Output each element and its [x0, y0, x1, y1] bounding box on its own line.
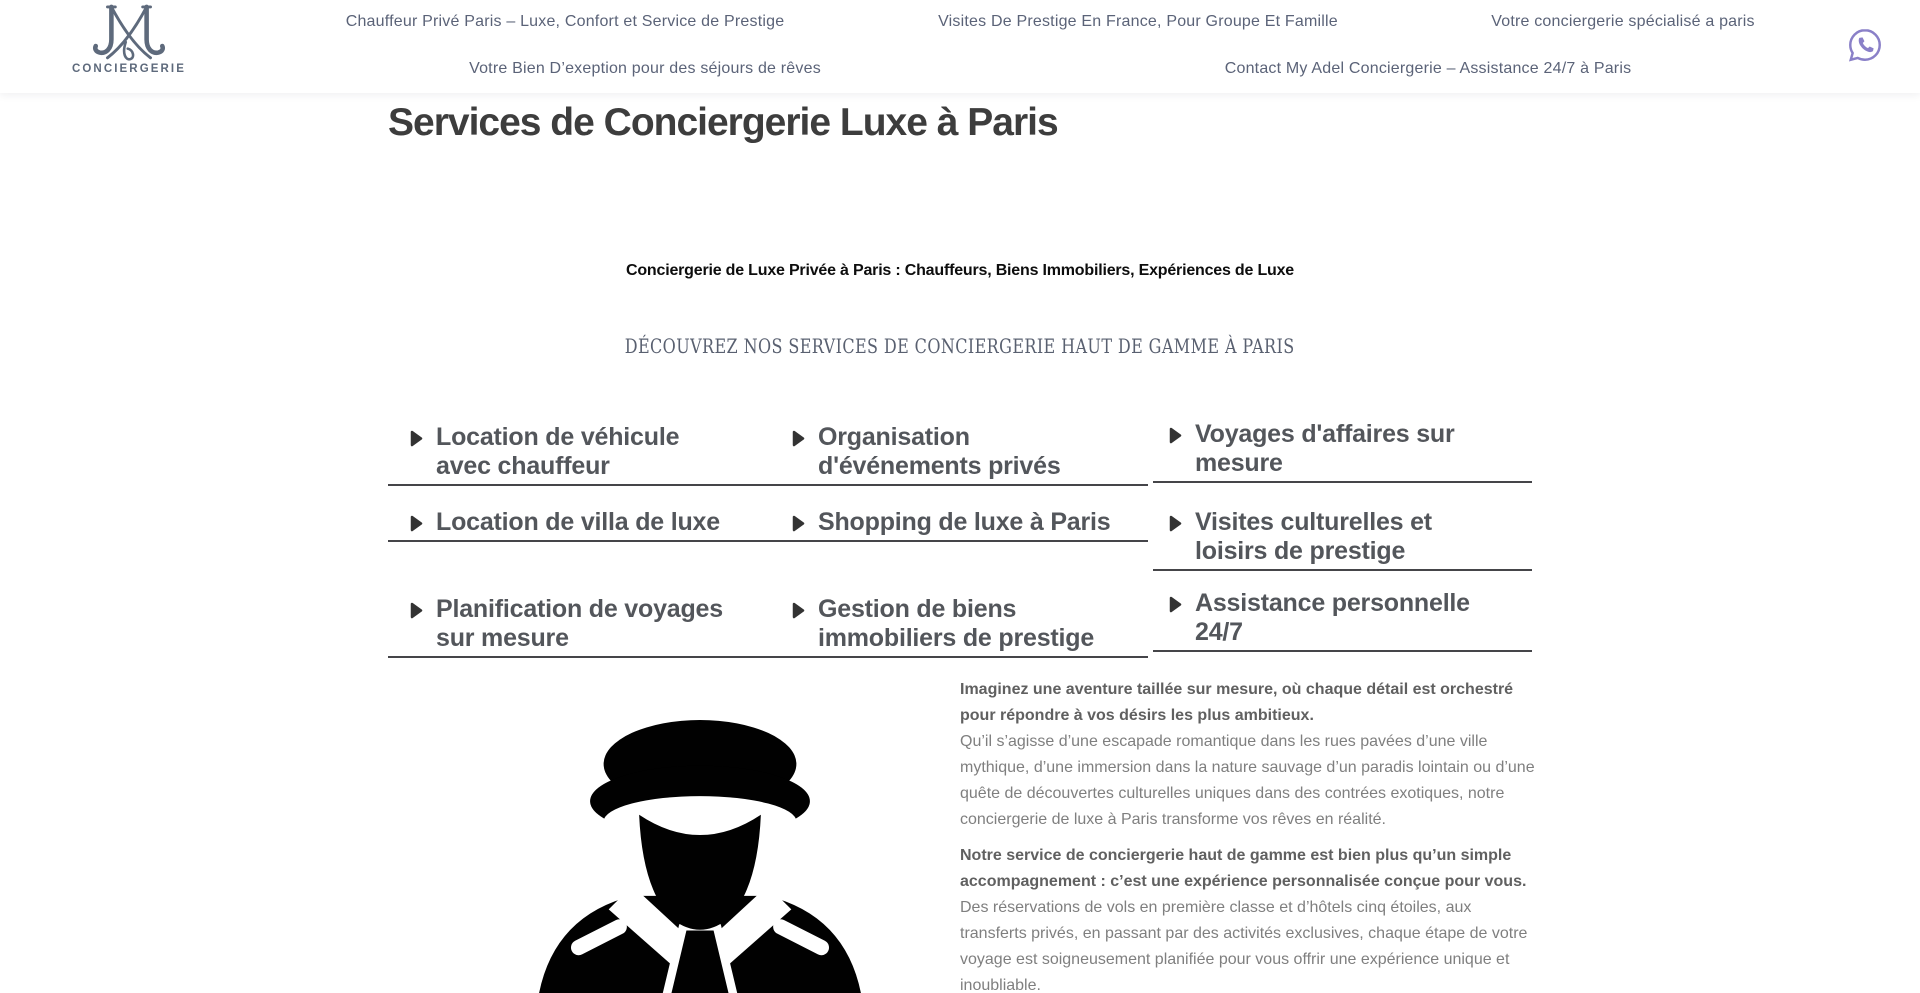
triangle-bullet-icon [1169, 515, 1182, 537]
site-logo[interactable] [70, 3, 188, 75]
triangle-bullet-icon [792, 430, 805, 452]
paragraph-body: Qu’il s’agisse d’une escapade romantique dans les rues pavées d’une ville mythique, d’une immersion dans la nature sauvage d’un paradis lointain ou d’une quête de découvertes culturelles uniques dans des contrées exotiques, notre conciergerie de luxe à Paris transforme vos rêves en réalité. [960, 733, 1535, 828]
logo-wordmark: CONCIERGERIE [71, 63, 187, 75]
about-paragraph [960, 677, 1538, 833]
about-paragraph [960, 843, 1538, 993]
chauffeur-silhouette-image [514, 712, 886, 993]
nav-link-contact[interactable]: Contact My Adel Conciergerie – Assistance 24/7 à Paris [1224, 60, 1632, 77]
service-item[interactable] [1169, 508, 1495, 566]
service-label: Shopping de luxe à Paris [818, 508, 1111, 536]
paragraph-body: Des réservations de vols en première classe et d’hôtels cinq étoiles, aux transferts privés, en passant par des activités exclusives, chaque étape de votre voyage est soigneusement planifiée pour vous offrir une expérience unique et inoubliable. [960, 899, 1528, 993]
about-text-block [960, 677, 1538, 993]
nav-link-visites-prestige[interactable]: Visites De Prestige En France, Pour Groupe Et Famille [938, 13, 1338, 30]
services-list-left [388, 410, 1148, 658]
service-item[interactable] [792, 595, 1128, 653]
triangle-bullet-icon [792, 515, 805, 537]
whatsapp-icon[interactable] [1846, 26, 1884, 64]
nav-link-chauffeur-prive[interactable]: Chauffeur Privé Paris – Luxe, Confort et Service de Prestige [345, 13, 785, 30]
triangle-bullet-icon [410, 515, 423, 537]
paragraph-lead: Imaginez une aventure taillée sur mesure, où chaque détail est orchestré pour répondre à vos désirs les plus ambitieux. [960, 681, 1514, 724]
tagline-text: DÉCOUVREZ NOS SERVICES DE CONCIERGERIE HAUT DE GAMME À PARIS [625, 334, 1295, 358]
service-label: Location de villa de luxe [436, 508, 720, 536]
service-item[interactable] [792, 423, 1098, 481]
services-row [388, 542, 1148, 658]
service-label: Voyages d'affaires sur mesure [1195, 420, 1455, 477]
page-title: Services de Conciergerie Luxe à Paris [388, 101, 1058, 144]
service-item[interactable] [1169, 420, 1495, 478]
service-label: Gestion de biens immobiliers de prestige [818, 595, 1095, 652]
service-label: Location de véhicule avec chauffeur [436, 423, 680, 480]
service-label: Planification de voyages sur mesure [436, 595, 723, 652]
services-row [388, 410, 1148, 486]
triangle-bullet-icon [410, 430, 423, 452]
page-subtitle: Conciergerie de Luxe Privée à Paris : Chauffeurs, Biens Immobiliers, Expériences de Luxe [626, 262, 1294, 279]
service-item[interactable] [410, 423, 712, 481]
service-item[interactable] [1169, 589, 1495, 647]
nav-link-bien-exception[interactable]: Votre Bien D’exeption pour des séjours de rêves [469, 60, 821, 77]
triangle-bullet-icon [1169, 427, 1182, 449]
services-row [1153, 483, 1532, 571]
site-header [0, 0, 1920, 93]
service-item[interactable] [792, 508, 1111, 537]
section-tagline [0, 334, 1920, 358]
services-list-right [1153, 410, 1532, 652]
service-item[interactable] [410, 508, 720, 537]
triangle-bullet-icon [410, 602, 423, 624]
service-label: Assistance personnelle 24/7 [1195, 589, 1470, 646]
ma-monogram-icon [70, 3, 188, 63]
paragraph-lead: Notre service de conciergerie haut de gamme est bien plus qu’un simple accompagnement : c’est une expérience personnalisée conçue pour vous. [960, 847, 1527, 890]
services-row [1153, 571, 1532, 652]
service-item[interactable] [410, 595, 766, 653]
service-label: Organisation d'événements privés [818, 423, 1061, 480]
services-row [1153, 410, 1532, 483]
service-label: Visites culturelles et loisirs de prestige [1195, 508, 1432, 565]
triangle-bullet-icon [792, 602, 805, 624]
triangle-bullet-icon [1169, 596, 1182, 618]
nav-link-conciergerie-paris[interactable]: Votre conciergerie spécialisé a paris [1491, 13, 1755, 30]
services-row [388, 486, 1148, 542]
